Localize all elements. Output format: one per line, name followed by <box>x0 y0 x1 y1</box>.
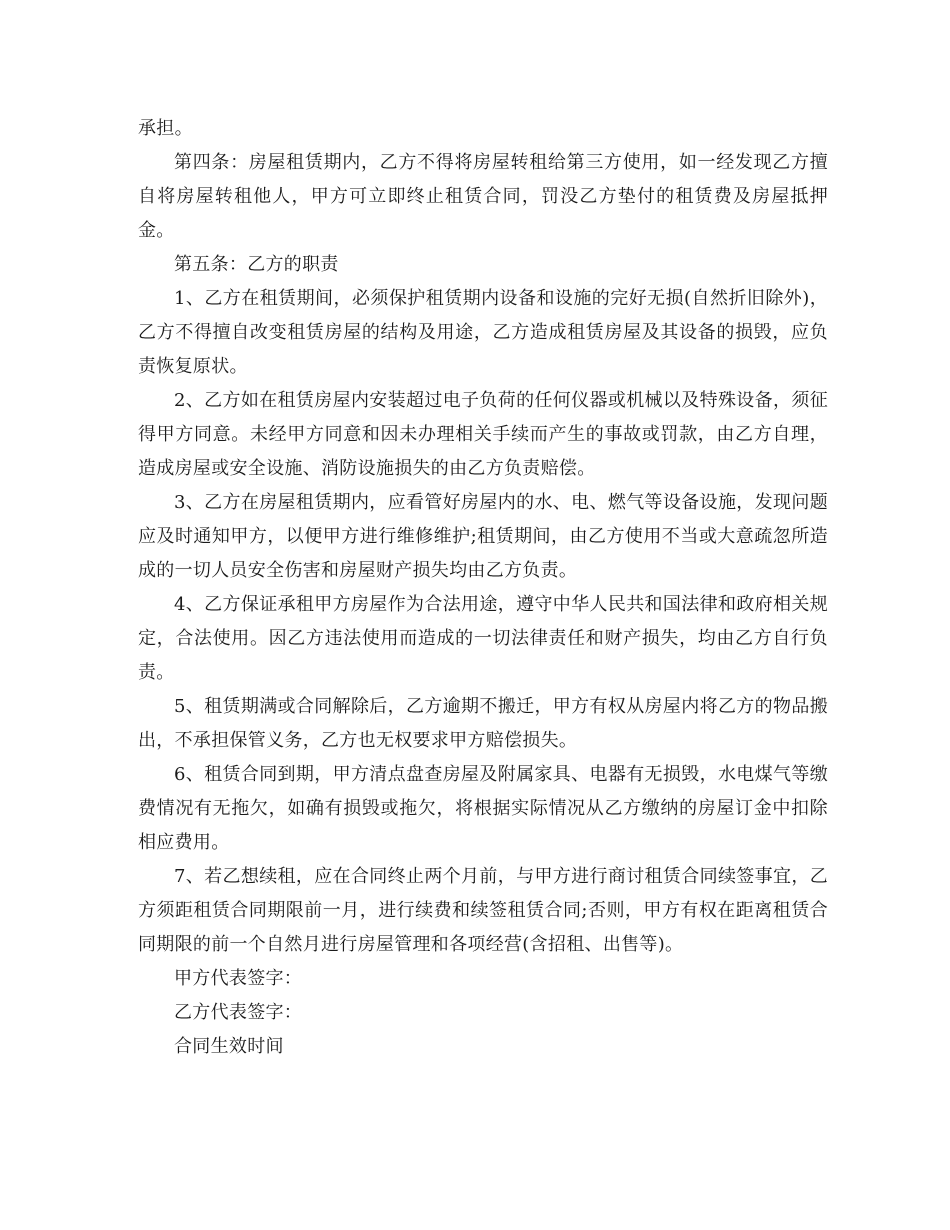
paragraph-clause-6: 6、租赁合同到期，甲方清点盘查房屋及附属家具、电器有无损毁，水电煤气等缴费情况有无拖欠，如确有损毁或拖欠，将根据实际情况从乙方缴纳的房屋订金中扣除相应费用。 <box>138 764 828 853</box>
document-body <box>138 112 828 1064</box>
paragraph-article-4: 第四条：房屋租赁期内，乙方不得将房屋转租给第三方使用，如一经发现乙方擅自将房屋转租他人，甲方可立即终止租赁合同，罚没乙方垫付的租赁费及房屋抵押金。 <box>138 152 828 241</box>
paragraph-clause-4: 4、乙方保证承租甲方房屋作为合法用途，遵守中华人民共和国法律和政府相关规定，合法使用。因乙方违法使用而造成的一切法律责任和财产损失，均由乙方自行负责。 <box>138 594 828 683</box>
paragraph-clause-1: 1、乙方在租赁期间，必须保护租赁期内设备和设施的完好无损(自然折旧除外)，乙方不得擅自改变租赁房屋的结构及用途，乙方造成租赁房屋及其设备的损毁，应负责恢复原状。 <box>138 288 828 377</box>
paragraph-continuation: 承担。 <box>138 118 193 139</box>
paragraph-clause-3: 3、乙方在房屋租赁期内，应看管好房屋内的水、电、燃气等设备设施，发现问题应及时通知甲方，以便甲方进行维修维护;租赁期间，由乙方使用不当或大意疏忽所造成的一切人员安全伤害和房屋财产损失均由乙方负责。 <box>138 492 828 581</box>
paragraph-clause-2: 2、乙方如在租赁房屋内安装超过电子负荷的任何仪器或机械以及特殊设备，须征得甲方同意。未经甲方同意和因未办理相关手续而产生的事故或罚款，由乙方自理，造成房屋或安全设施、消防设施损失的由乙方负责赔偿。 <box>138 390 828 479</box>
paragraph-article-5-heading: 第五条：乙方的职责 <box>174 254 339 275</box>
party-b-signature-line: 乙方代表签字： <box>174 1002 303 1023</box>
effective-date-line: 合同生效时间 <box>174 1036 284 1057</box>
party-a-signature-line: 甲方代表签字： <box>174 968 303 989</box>
paragraph-clause-5: 5、租赁期满或合同解除后，乙方逾期不搬迁，甲方有权从房屋内将乙方的物品搬出，不承担保管义务，乙方也无权要求甲方赔偿损失。 <box>138 696 828 751</box>
paragraph-clause-7: 7、若乙想续租，应在合同终止两个月前，与甲方进行商讨租赁合同续签事宜，乙方须距租赁合同期限前一月，进行续费和续签租赁合同;否则，甲方有权在距离租赁合同期限的前一个自然月进行房屋管理和各项经营(含招租、出售等)。 <box>138 866 828 955</box>
